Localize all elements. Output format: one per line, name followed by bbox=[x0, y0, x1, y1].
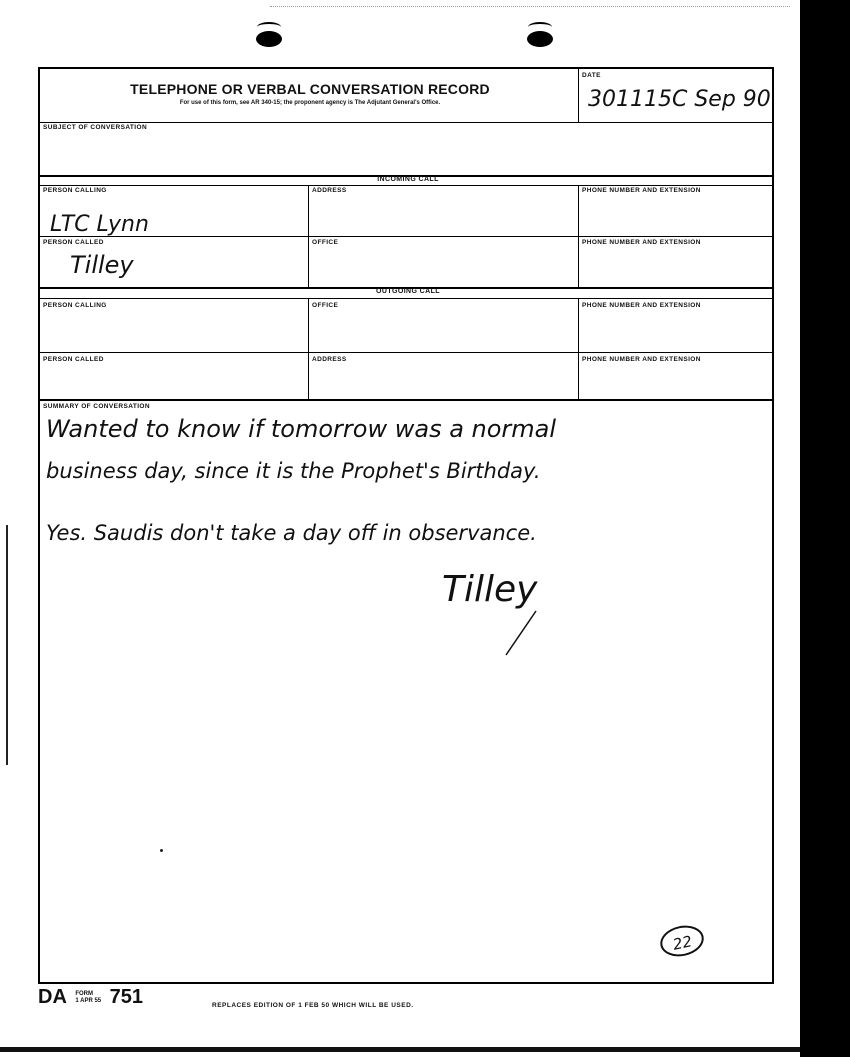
subject-label: SUBJECT OF CONVERSATION bbox=[43, 124, 148, 131]
incoming-person-calling-value[interactable]: LTC Lynn bbox=[50, 212, 149, 237]
replaces-edition-note: REPLACES EDITION OF 1 FEB 50 WHICH WILL BE USED. bbox=[212, 1002, 414, 1009]
divider-summary bbox=[40, 399, 772, 401]
date-divider bbox=[578, 69, 579, 122]
signature: Tilley bbox=[442, 569, 538, 610]
outgoing-office-label: OFFICE bbox=[312, 302, 339, 309]
form-small-2: 1 APR 55 bbox=[75, 997, 102, 1004]
punch-hole-left bbox=[256, 31, 282, 47]
incoming-person-called-value[interactable]: Tilley bbox=[70, 251, 134, 279]
scan-edge-bottom bbox=[0, 1047, 800, 1052]
page-marker: 22 bbox=[657, 922, 706, 960]
outgoing-address-label: ADDRESS bbox=[312, 356, 347, 363]
incoming-phone-label-2: PHONE NUMBER AND EXTENSION bbox=[582, 239, 701, 246]
form-prefix: DA bbox=[38, 986, 67, 1008]
summary-line-1[interactable]: Wanted to know if tomorrow was a normal bbox=[46, 415, 557, 443]
incoming-person-calling-label: PERSON CALLING bbox=[43, 187, 107, 194]
scan-edge-right bbox=[800, 0, 850, 1057]
incoming-phone-label-1: PHONE NUMBER AND EXTENSION bbox=[582, 187, 701, 194]
incoming-office-label: OFFICE bbox=[312, 239, 339, 246]
date-label: DATE bbox=[582, 72, 601, 79]
outgoing-col-divider-1 bbox=[308, 298, 309, 399]
divider-header bbox=[40, 122, 772, 123]
scan-dot bbox=[160, 849, 163, 852]
summary-line-2[interactable]: business day, since it is the Prophet's Birthday. bbox=[46, 459, 541, 483]
form-small-text bbox=[75, 991, 101, 1005]
form-subtitle: For use of this form, see AR 340-15; the proponent agency is The Adjutant General's Office. bbox=[179, 100, 441, 106]
incoming-person-called-label: PERSON CALLED bbox=[43, 239, 104, 246]
outgoing-call-label: OUTGOING CALL bbox=[376, 288, 440, 295]
divider-incoming-row bbox=[40, 236, 772, 237]
divider-incoming-sub bbox=[40, 185, 772, 186]
divider-outgoing-sub bbox=[40, 298, 772, 299]
scan-noise-top bbox=[270, 6, 790, 9]
outgoing-person-calling-label: PERSON CALLING bbox=[43, 302, 107, 309]
scan-mark-left bbox=[6, 525, 8, 765]
divider-outgoing-row bbox=[40, 352, 772, 353]
form-number-block bbox=[38, 986, 143, 1009]
summary-label: SUMMARY OF CONVERSATION bbox=[43, 403, 150, 410]
outgoing-phone-label-1: PHONE NUMBER AND EXTENSION bbox=[582, 302, 701, 309]
conversation-record-form bbox=[38, 67, 774, 984]
signature-stroke bbox=[500, 609, 540, 659]
summary-line-3[interactable]: Yes. Saudis don't take a day off in observance. bbox=[46, 521, 537, 545]
outgoing-person-called-label: PERSON CALLED bbox=[43, 356, 104, 363]
outgoing-phone-label-2: PHONE NUMBER AND EXTENSION bbox=[582, 356, 701, 363]
incoming-call-label: INCOMING CALL bbox=[377, 176, 439, 183]
outgoing-col-divider-2 bbox=[578, 298, 579, 399]
punch-hole-right bbox=[527, 31, 553, 47]
form-small-1: FORM bbox=[75, 990, 94, 997]
form-number: 751 bbox=[109, 986, 143, 1008]
date-value[interactable]: 301115C Sep 90 bbox=[588, 87, 771, 112]
incoming-address-label: ADDRESS bbox=[312, 187, 347, 194]
form-title: TELEPHONE OR VERBAL CONVERSATION RECORD bbox=[130, 81, 490, 97]
